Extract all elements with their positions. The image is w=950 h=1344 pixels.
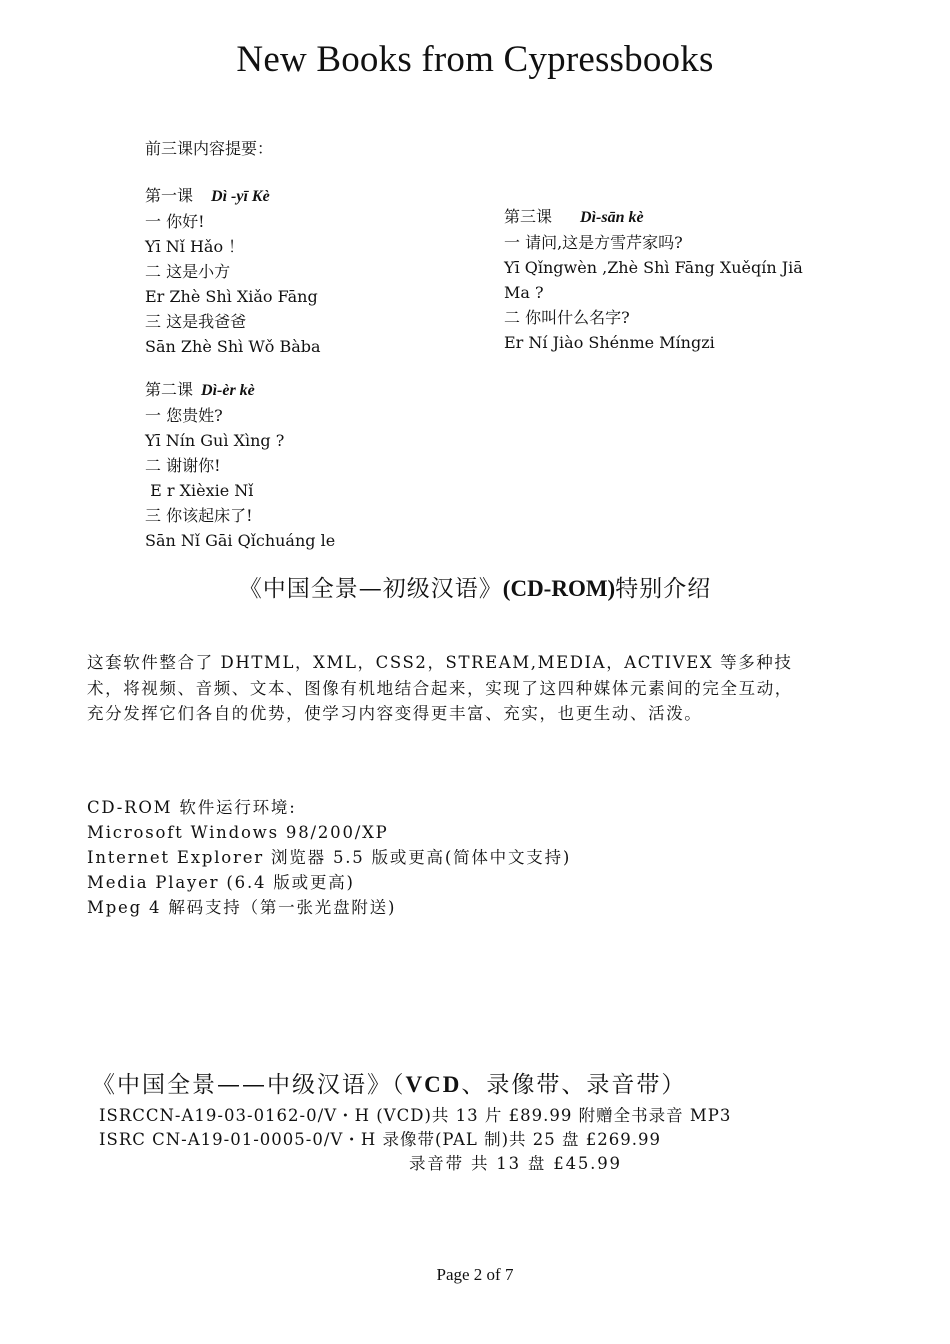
lesson-3-label: 第三课 xyxy=(504,207,553,226)
lesson-line: 二 你叫什么名字? xyxy=(504,308,630,327)
page-number: Page 2 of 7 xyxy=(436,1265,514,1284)
lesson-2-label: 第二课 xyxy=(145,380,194,399)
vcd-heading-post: 、录像带、录音带） xyxy=(461,1072,687,1098)
lesson-line: Sān Zhè Shì Wǒ Bàba xyxy=(145,337,321,356)
lesson-line: 二 这是小方 xyxy=(145,262,231,281)
requirement-line: CD-ROM 软件运行环境: xyxy=(87,798,297,817)
requirement-line: Media Player (6.4 版或更高) xyxy=(87,873,355,892)
lesson-line: 一 你好! xyxy=(145,212,205,231)
lessons-intro: 前三课内容提要： xyxy=(145,139,274,158)
page-title: New Books from Cypressbooks xyxy=(236,39,714,80)
requirement-line: Microsoft Windows 98/200/XP xyxy=(87,823,389,842)
lesson-3 xyxy=(504,204,824,355)
lesson-1-pinyin: Dì -yī Kè xyxy=(211,188,270,205)
lesson-line: Yī Nín Guì Xìng ? xyxy=(145,431,285,450)
lesson-line: 一 请问,这是方雪芹家吗? xyxy=(504,233,683,252)
lesson-line: E r Xièxie Nǐ xyxy=(145,481,254,500)
cdrom-heading-bold: (CD-ROM) xyxy=(502,576,616,601)
lesson-1 xyxy=(145,183,321,359)
lesson-line: Sān Nǐ Gāi Qǐchuáng le xyxy=(145,531,336,550)
lesson-2-pinyin: Dì-èr kè xyxy=(201,382,255,399)
cdrom-requirements xyxy=(87,795,571,920)
cdrom-heading-post: 特别介绍 xyxy=(615,576,712,602)
requirement-line: Internet Explorer 浏览器 5.5 版或更高(简体中文支持) xyxy=(87,848,572,867)
lesson-line: Yī Nǐ Hǎo ！ xyxy=(145,237,245,256)
lesson-line: 三 这是我爸爸 xyxy=(145,312,247,331)
product-line: ISRCCN-A19-03-0162-0/V・H (VCD)共 13 片 £89.99 附赠全书录音 MP3 xyxy=(99,1106,732,1125)
vcd-product-list xyxy=(99,1104,731,1176)
lesson-2-heading xyxy=(145,377,335,403)
lesson-line: Er Zhè Shì Xiǎo Fāng xyxy=(145,287,318,306)
lesson-line: Er Ní Jiào Shénme Míngzi xyxy=(504,333,715,352)
lesson-line: 二 谢谢你! xyxy=(145,456,221,475)
product-line: ISRC CN-A19-01-0005-0/V・H 录像带(PAL 制)共 25 盘 £269.99 xyxy=(99,1130,662,1149)
cdrom-heading xyxy=(0,570,950,603)
vcd-heading xyxy=(92,1066,686,1099)
cdrom-description: 这套软件整合了 DHTML，XML，CSS2，STREAM,MEDIA，ACTIVEX 等多种技术，将视频、音频、文本、图像有机地结合起来，实现了这四种媒体元素间的完全互动，充分发挥它们各自的优势，使学习内容变得更丰富、充实，也更生动、活泼。 xyxy=(87,653,793,723)
requirement-line: Mpeg 4 解码支持（第一张光盘附送) xyxy=(87,898,397,917)
lesson-line: 三 你该起床了! xyxy=(145,506,253,525)
lesson-3-heading xyxy=(504,204,824,230)
vcd-heading-bold: VCD xyxy=(405,1072,462,1097)
lesson-line: 一 您贵姓? xyxy=(145,406,223,425)
lesson-1-label: 第一课 xyxy=(145,186,194,205)
lesson-line: Yī Qǐngwèn ,Zhè Shì Fāng Xuěqín Jiā Ma ? xyxy=(504,258,803,302)
cdrom-heading-pre: 《中国全景—初级汉语》 xyxy=(238,576,503,602)
product-line: 录音带 共 13 盘 £45.99 xyxy=(409,1154,622,1173)
lesson-2 xyxy=(145,377,335,553)
vcd-heading-pre: 《中国全景——中级汉语》（ xyxy=(92,1072,406,1098)
lesson-1-heading xyxy=(145,183,321,209)
lesson-3-pinyin: Dì-sān kè xyxy=(580,209,644,226)
